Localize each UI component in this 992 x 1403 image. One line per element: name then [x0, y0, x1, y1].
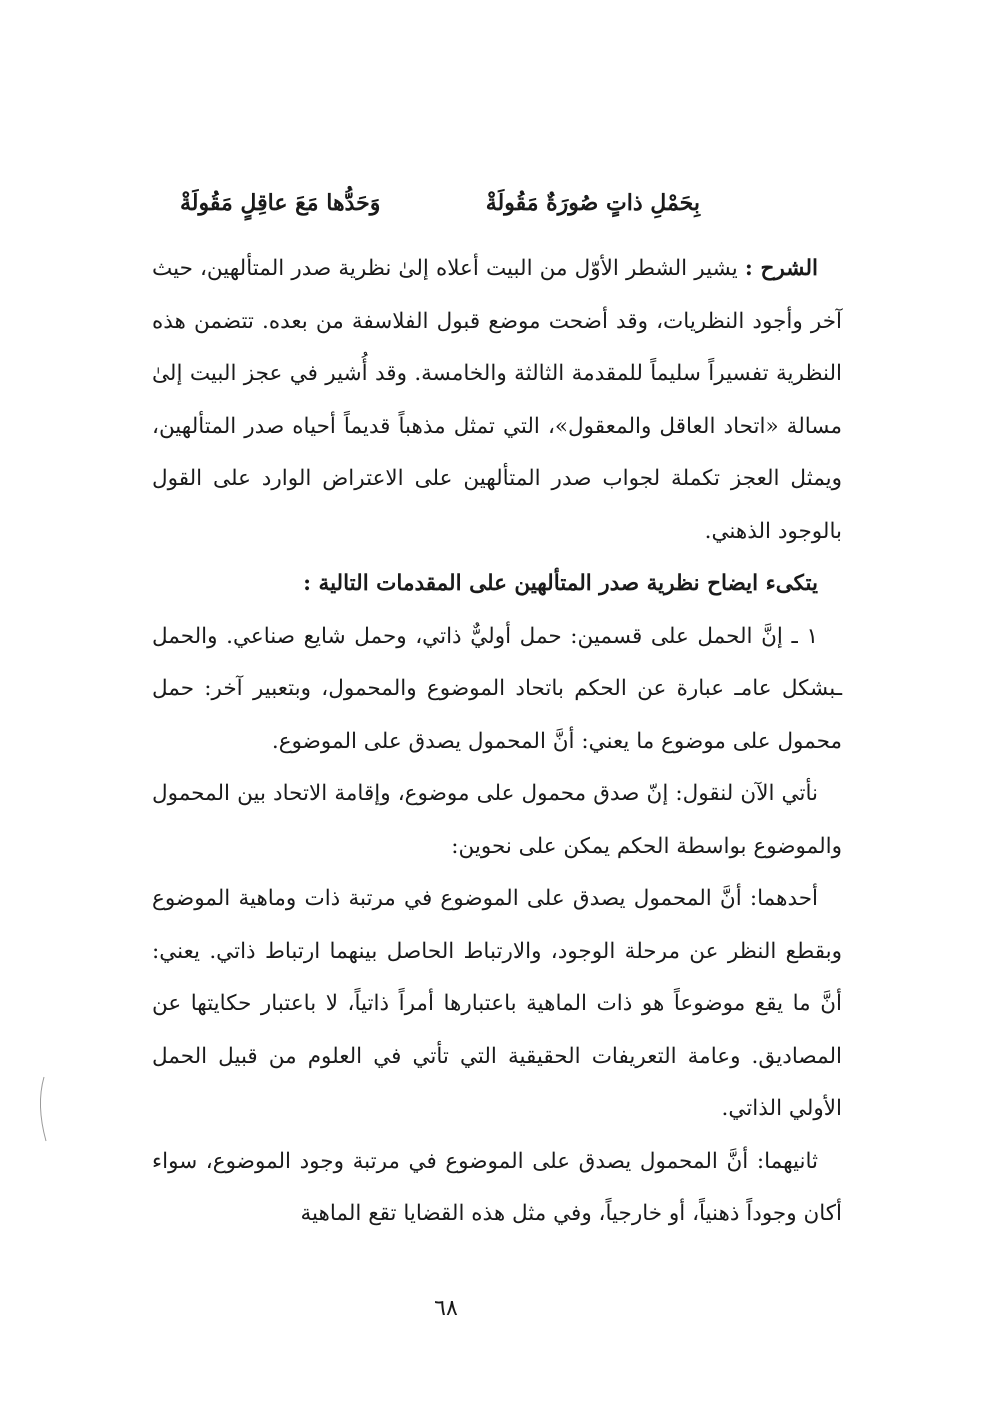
- second-way-paragraph: ثانيهما: أنَّ المحمول يصدق على الموضوع في مرتبة وجود الموضوع، سواء أكان وجوداً ذهنياً، أو خارجياً، وفي مثل هذه القضايا تقع الماهية: [152, 1148, 842, 1226]
- two-ways-paragraph: نأتي الآن لنقول: إنّ صدق محمول على موضوع، وإقامة الاتحاد بين المحمول والموضوع بواسطة الحكم يمكن على نحوين:: [152, 781, 842, 859]
- scan-edge-mark: [34, 1075, 48, 1143]
- page-number: ٦٨: [434, 1296, 458, 1321]
- first-way-paragraph: أحدهما: أنَّ المحمول يصدق على الموضوع في مرتبة ذات وماهية الموضوع وبقطع النظر عن مرحلة الوجود، والارتباط الحاصل بينهما ارتباط ذاتي. يعني: أنَّ ما يقع موضوعاً هو ذات الماهية باعتبارها أمراً ذاتياً، لا باعتبار حكايتها عن المصاديق. وعامة التعريفات الحقيقية التي تأتي في العلوم من قبيل الحمل الأولي الذاتي.: [152, 886, 842, 1121]
- verse-first-hemistich: بِحَمْلِ ذاتٍ صُورَةٌ مَقُولَةْ: [485, 190, 700, 216]
- commentary-text: يشير الشطر الأوّل من البيت أعلاه إلىٰ نظرية صدر المتألهين، حيث آخر وأجود النظريات، وقد أضحت موضع قبول الفلاسفة من بعده. تتضمن هذه النظرية تفسيراً سليماً للمقدمة الثالثة والخامسة. وقد أُشير في عجز البيت إلىٰ مسالة «اتحاد العاقل والمعقول»، التي تمثل مذهباً قديماً أحياه صدر المتألهين، ويمثل العجز تكملة لجواب صدر المتألهين على الاعتراض الوارد على القول بالوجود الذهني.: [152, 256, 842, 544]
- commentary-lead: الشرح :: [744, 256, 818, 281]
- section-heading: يتكىء ايضاح نظرية صدر المتألهين على المقدمات التالية :: [303, 571, 818, 596]
- body-text: [152, 243, 842, 1241]
- verse-second-hemistich: وَحَدُّها مَعَ عاقِلٍ مَقُولَةْ: [180, 190, 381, 216]
- premise-one-paragraph: ١ ـ إنَّ الحمل على قسمين: حمل أوليٌّ ذاتي، وحمل شايع صناعي. والحمل ـبشكل عامـ عبارة عن الحكم باتحاد الموضوع والمحمول، وبتعبير آخر: حمل محمول على موضوع ما يعني: أنَّ المحمول يصدق على الموضوع.: [152, 623, 842, 754]
- commentary-paragraph: [152, 243, 842, 558]
- verse-line: [180, 186, 700, 220]
